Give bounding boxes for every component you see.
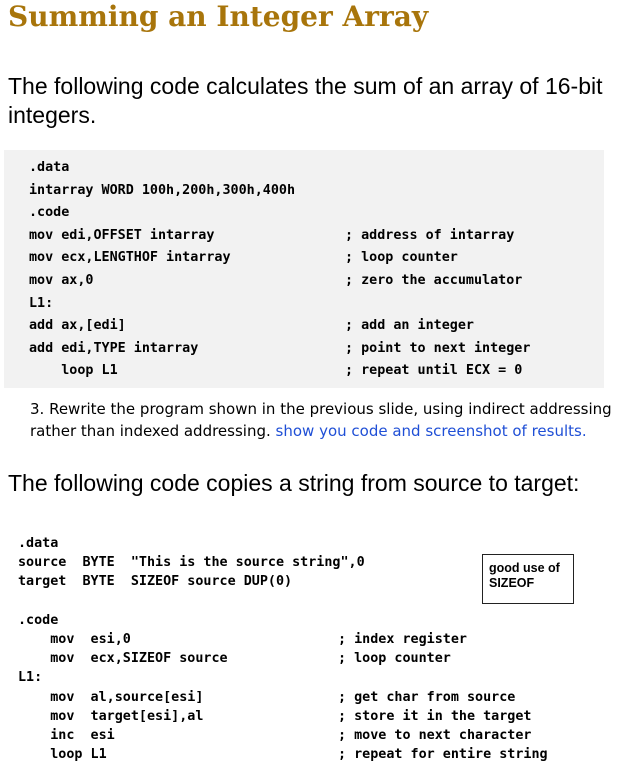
- code-line: mov target[esi],al: [18, 708, 204, 724]
- code-comment: ; address of intarray: [345, 227, 515, 243]
- code-block-sum-array: [4, 150, 604, 388]
- code-line: source BYTE "This is the source string",0: [18, 555, 365, 571]
- code-line: .data: [18, 536, 59, 551]
- code-line: mov ecx,SIZEOF source: [18, 651, 228, 667]
- code-comment: ; zero the accumulator: [345, 273, 523, 288]
- code-line: target BYTE SIZEOF source DUP(0): [18, 574, 293, 590]
- code-line: L1:: [18, 670, 43, 686]
- code-comment: ; add an integer: [345, 318, 474, 334]
- code-line: add edi,TYPE intarray: [29, 340, 199, 356]
- code-line: mov esi,0: [18, 632, 131, 647]
- code-comment: ; repeat until ECX = 0: [345, 363, 523, 379]
- question-instruction-link: show you code and screenshot of results.: [275, 422, 587, 440]
- code-comment: ; move to next character: [338, 728, 532, 743]
- code-comment: ; index register: [338, 632, 467, 647]
- code-line: loop L1: [18, 747, 107, 763]
- code-line: add ax,[edi]: [29, 318, 126, 334]
- question-3: [30, 398, 620, 442]
- code-line: mov ecx,LENGTHOF intarray: [29, 250, 231, 266]
- code-line: .code: [29, 205, 70, 221]
- string-copy-heading: The following code copies a string from source to target:: [8, 470, 580, 496]
- code-line: L1:: [29, 295, 54, 311]
- code-line: .code: [18, 612, 59, 628]
- code-line: mov ax,0: [29, 273, 94, 288]
- code-comment: ; point to next integer: [345, 340, 531, 356]
- code-comment: ; store it in the target: [338, 708, 532, 724]
- code-line: mov edi,OFFSET intarray: [29, 227, 215, 243]
- slide-title: Summing an Integer Array: [8, 0, 429, 33]
- code-line: .data: [29, 160, 70, 175]
- code-comment: ; repeat for entire string: [338, 747, 548, 763]
- code-line: inc esi: [18, 728, 115, 743]
- code-comment: ; get char from source: [338, 689, 516, 705]
- code-line: loop L1: [29, 363, 118, 379]
- slide-intro-text: The following code calculates the sum of an array of 16-bit integers.: [8, 73, 603, 128]
- code-line: mov al,source[esi]: [18, 689, 204, 705]
- sizeof-callout-box: good use of SIZEOF: [482, 554, 574, 604]
- code-line: intarray WORD 100h,200h,300h,400h: [29, 182, 296, 198]
- code-comment: ; loop counter: [345, 250, 458, 266]
- question-text: 3. Rewrite the program shown in the previous slide, using indirect addressing rather than indexed addressing.: [30, 400, 612, 440]
- code-comment: ; loop counter: [338, 651, 451, 667]
